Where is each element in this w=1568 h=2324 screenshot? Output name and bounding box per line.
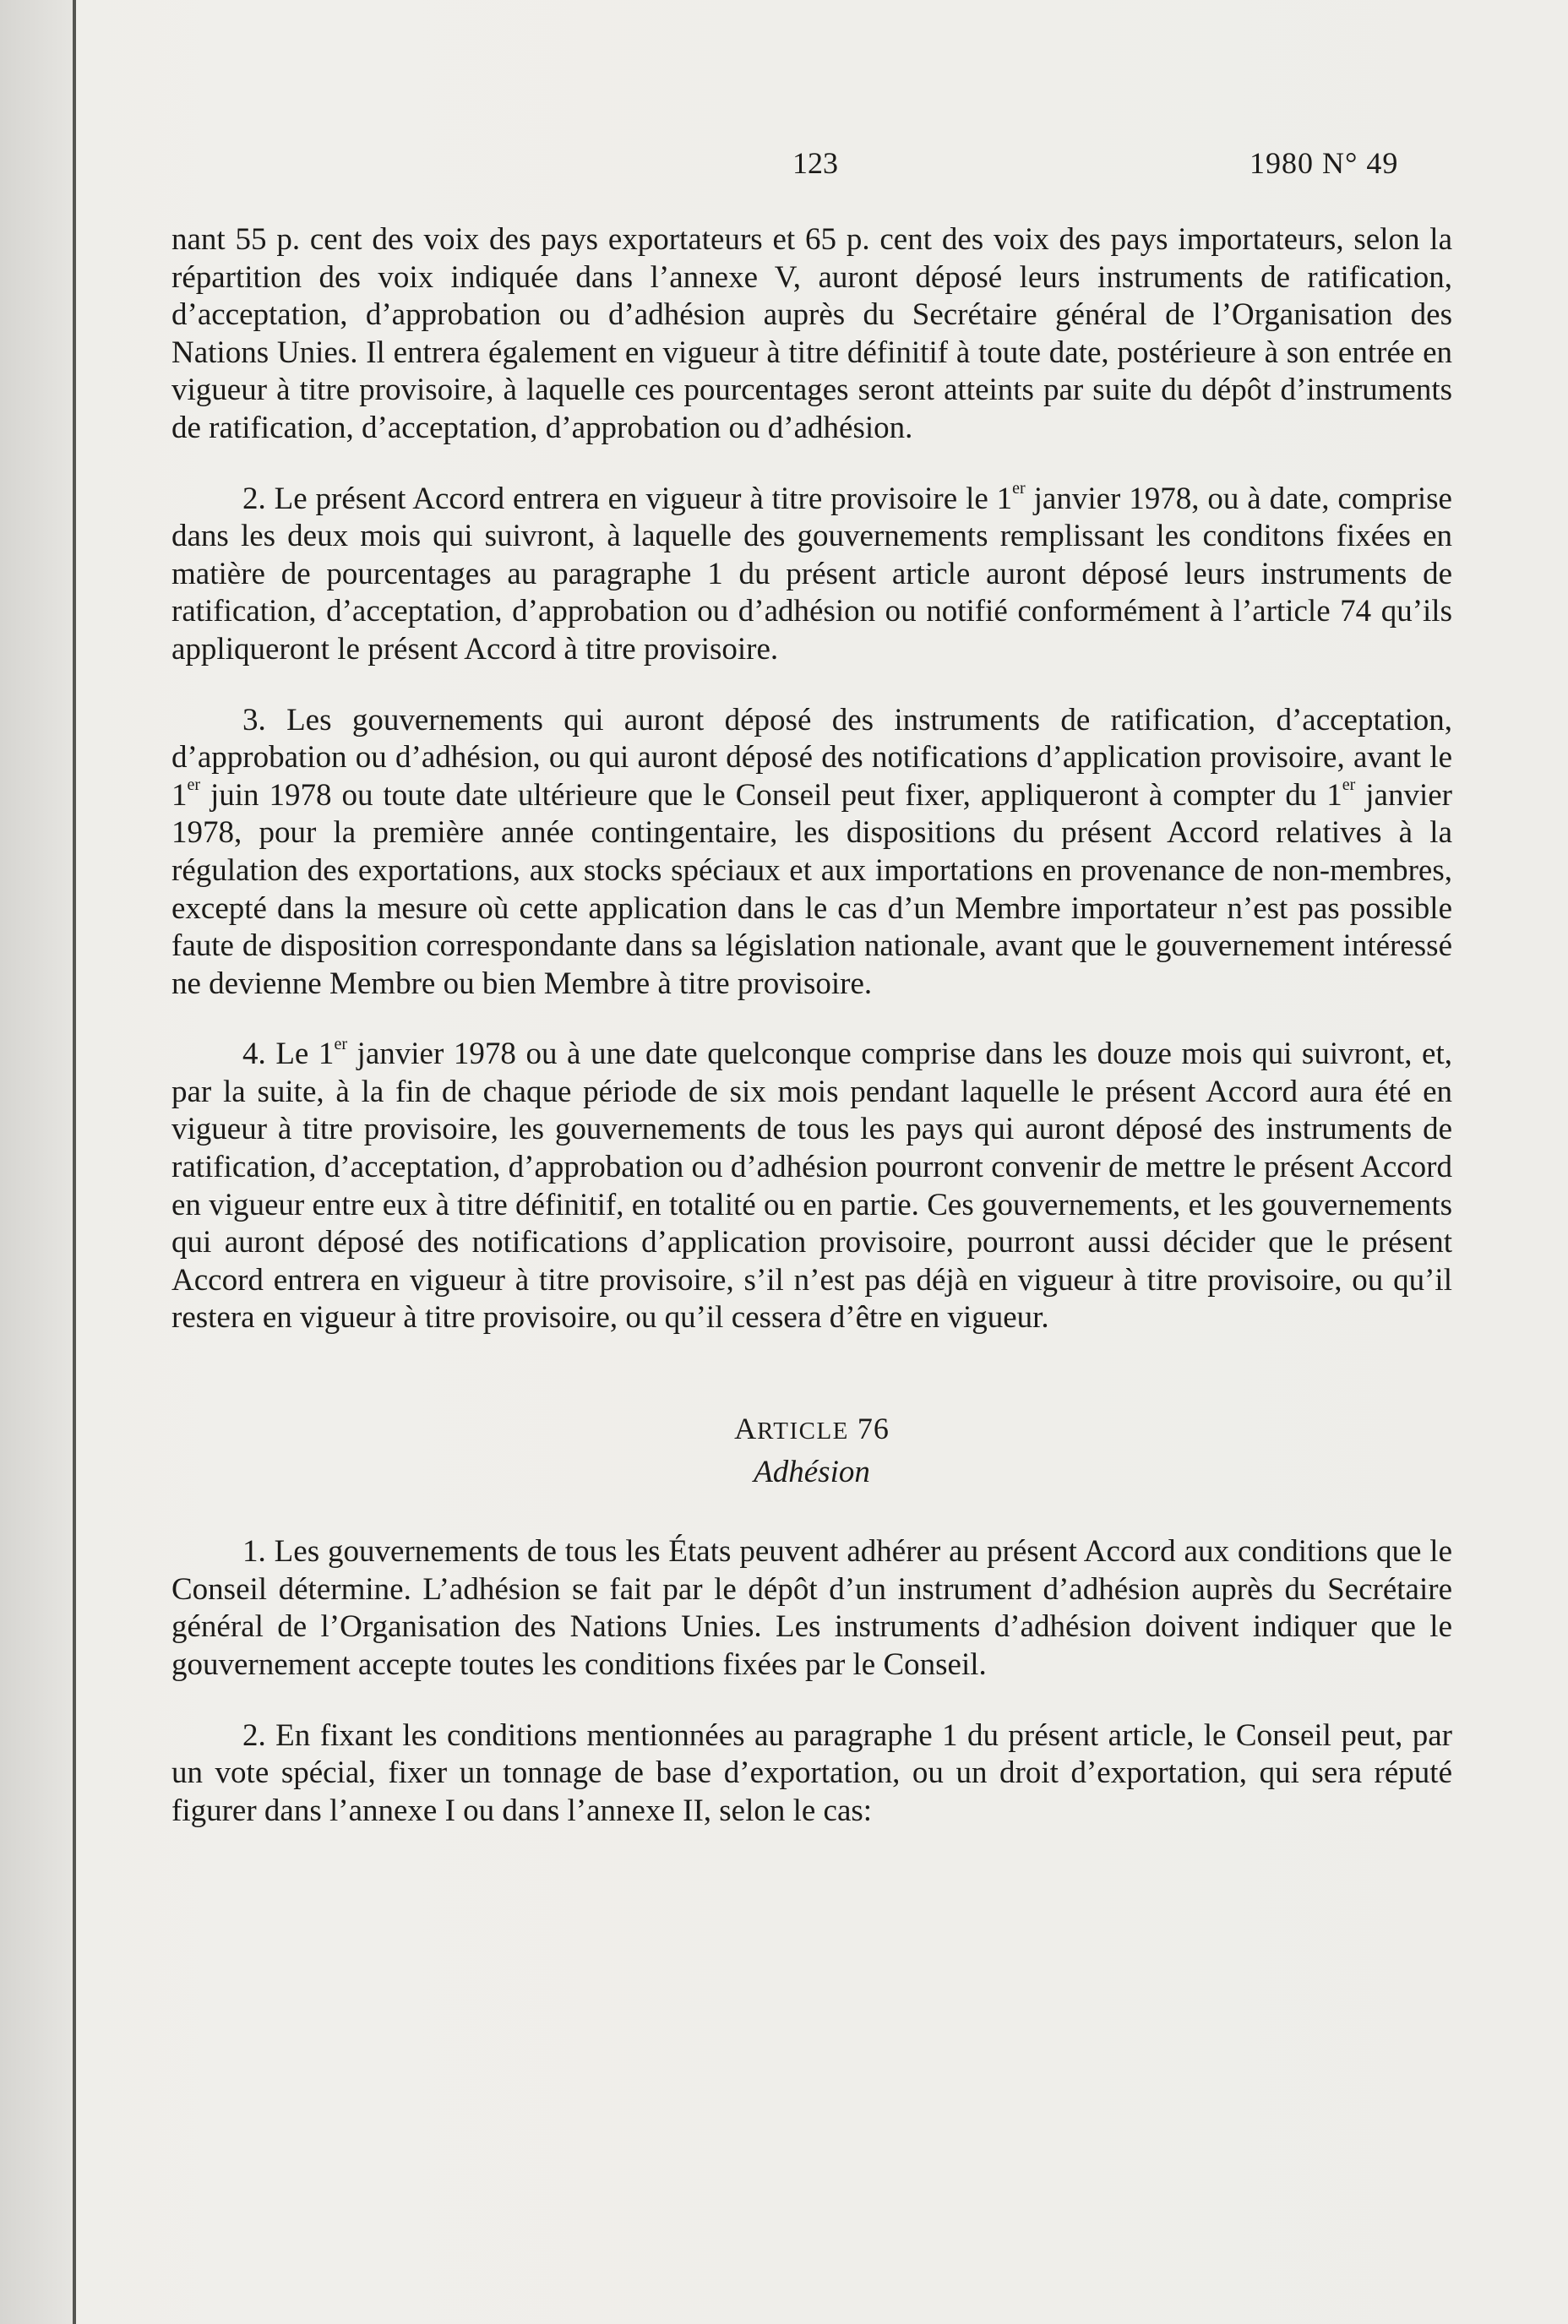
superscript: er xyxy=(187,776,201,795)
binding-edge-line xyxy=(73,0,76,2324)
article-heading xyxy=(172,1410,1452,1450)
article-heading-smallcaps: RTICLE xyxy=(757,1418,849,1445)
article-number: 76 xyxy=(848,1412,890,1446)
paragraph-text: 4. Le 1 xyxy=(242,1037,335,1072)
paragraph-2 xyxy=(172,481,1452,669)
paragraph-3 xyxy=(172,702,1452,1004)
paragraph-continuation xyxy=(172,221,1452,448)
paragraph-4 xyxy=(172,1036,1452,1337)
body-text xyxy=(172,221,1452,1830)
paragraph-text: 1. Les gouvernements de tous les États peuvent adhérer au présent Accord aux conditions que le Conseil détermine. L’adhésion se fait par le dépôt d’un instrument d’adhésion auprès du Secrétaire général de l’Organisation des Nations Unies. Les instruments d’adhésion doivent indiquer que le gouvernement accepte toutes les conditions fixées par le Conseil. xyxy=(172,1534,1452,1682)
article-paragraph-2 xyxy=(172,1717,1452,1831)
article-subtitle: Adhésion xyxy=(754,1454,870,1489)
superscript: er xyxy=(1012,479,1026,498)
binding-shadow xyxy=(0,0,73,2324)
paragraph-text: 2. En fixant les conditions mentionnées au paragraphe 1 du présent article, le Conseil peut, par un vote spécial, fixer un tonnage de base d’exportation, ou un droit d’exportation, qui sera réputé figurer dans l’annexe I ou dans l’annexe II, selon le cas: xyxy=(172,1717,1452,1828)
document-reference: 1980 N° 49 xyxy=(1250,146,1399,180)
article-paragraph-1 xyxy=(172,1533,1452,1684)
paragraph-text: 3. Les gouvernements qui auront déposé des instruments de ratification, d’acceptation, d’approbation ou d’adhésion, ou qui auront déposé des notifications d’application provisoire, avant le 1 xyxy=(172,702,1452,813)
page-header xyxy=(0,145,1568,188)
page-number: 123 xyxy=(792,146,838,180)
superscript: er xyxy=(1342,776,1356,795)
paragraph-text: janvier 1978, ou à date, comprise dans les deux mois qui suivront, à laquelle des gouvernements remplissant les conditons fixées en matière de pourcentages au paragraphe 1 du présent article auront déposé leurs instruments de ratification, d’acceptation, d’approbation ou d’adhésion ou notifié conformément à l’article 74 qu’ils appliqueront le présent Accord à titre provisoire. xyxy=(172,481,1452,667)
paragraph-text: janvier 1978 ou à une date quelconque comprise dans les douze mois qui suivront, et, par la suite, à la fin de chaque période de six mois pendant laquelle le présent Accord aura été en vigueur à titre provisoire, les gouvernements de tous les pays qui auront déposé des instruments de ratification, d’acceptation, d’approbation ou d’adhésion pourront convenir de mettre le présent Accord en vigueur entre eux à titre définitif, en totalité ou en partie. Ces gouvernements, et les gouvernements qui auront déposé des notifications d’application provisoire, pourront aussi décider que le présent Accord entrera en vigueur à titre provisoire, s’il n’est pas déjà en vigueur à titre provisoire, ou qu’il restera en vigueur à titre provisoire, ou qu’il cessera d’être en vigueur. xyxy=(172,1037,1452,1336)
paragraph-text: janvier 1978, pour la première année contingentaire, les dispositions du présent Accord relatives à la régulation des exportations, aux stocks spéciaux et aux importations en provenance de non-membres, excepté dans la mesure où cette application dans le cas d’un Membre importateur n’est pas possible faute de disposition correspondante dans sa législation nationale, avant que le gouvernement intéressé ne devienne Membre ou bien Membre à titre provisoire. xyxy=(172,777,1452,1001)
paragraph-text: nant 55 p. cent des voix des pays exportateurs et 65 p. cent des voix des pays importateurs, selon la répartition des voix indiquée dans l’annexe V, auront déposé leurs instruments de ratification, d’acceptation, d’approbation ou d’adhésion auprès du Secrétaire général de l’Organisation des Nations Unies. Il entrera également en vigueur à titre définitif à toute date, postérieure à son entrée en vigueur à titre provisoire, à laquelle ces pourcentages seront atteints par suite du dépôt d’instruments de ratification, d’acceptation, d’approbation ou d’adhésion. xyxy=(172,222,1452,445)
superscript: er xyxy=(334,1034,347,1053)
paragraph-text: juin 1978 ou toute date ultérieure que le Conseil peut fixer, appliqueront à compter du 1 xyxy=(200,777,1342,813)
paragraph-text: 2. Le présent Accord entrera en vigueur à titre provisoire le 1 xyxy=(242,481,1013,516)
article-heading-initial: A xyxy=(734,1412,758,1446)
